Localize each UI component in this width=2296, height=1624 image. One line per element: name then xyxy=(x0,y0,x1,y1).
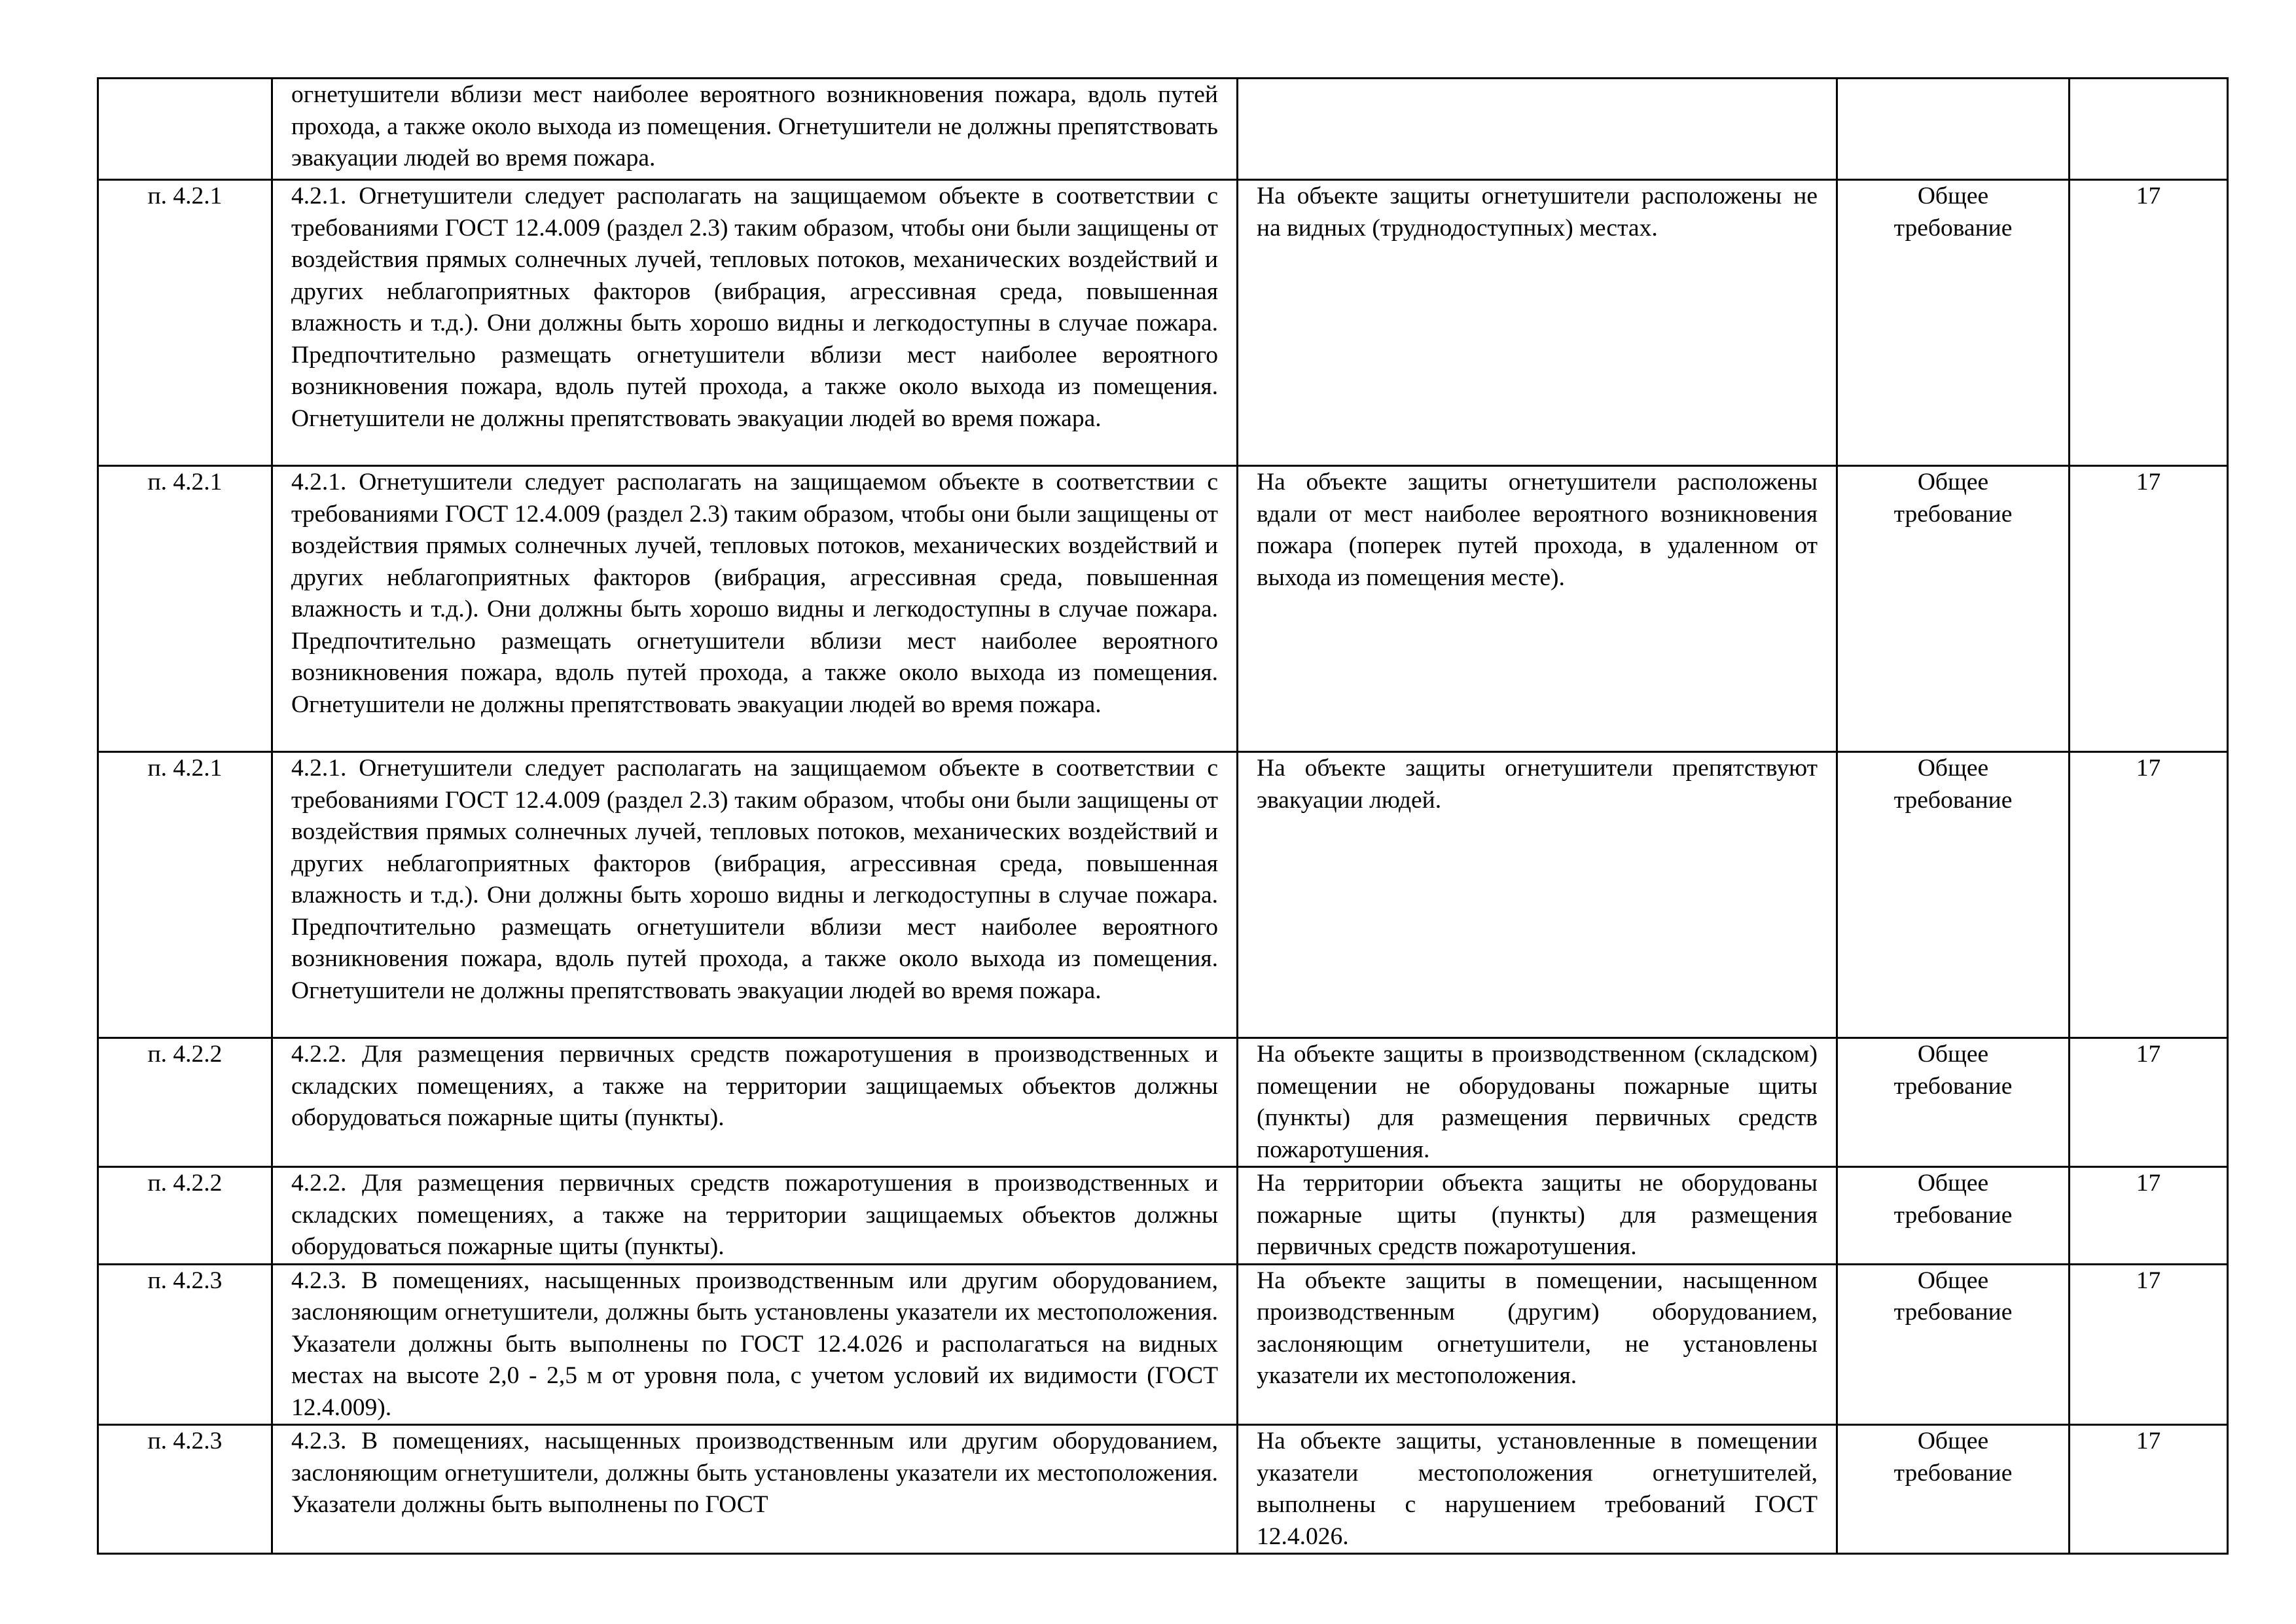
penalty-count: 17 xyxy=(2070,1167,2228,1265)
penalty-count: 17 xyxy=(2070,752,2228,1038)
table-row xyxy=(98,1038,2228,1167)
requirement-text: 4.2.1. Огнетушители следует располагать на защищаемом объекте в соответствии с требованиями ГОСТ 12.4.009 (раздел 2.3) таким образом, чтобы они были защищены от воздействия прямых солнечных лучей, тепловых потоков, механических воздействий и других неблагоприятных факторов (вибрация, агрессивная среда, повышенная влажность и т.д.). Они должны быть хорошо видны и легкодоступны в случае пожара. Предпочтительно размещать огнетушители вблизи мест наиболее вероятного возникновения пожара, вдоль путей прохода, а также около выхода из помещения. Огнетушители не должны препятствовать эвакуации людей во время пожара. xyxy=(272,466,1238,752)
table-row xyxy=(98,1167,2228,1265)
norm-reference: п. 4.2.2 xyxy=(98,1038,272,1167)
norm-reference: п. 4.2.1 xyxy=(98,180,272,466)
violation-text: На объекте защиты в помещении, насыщенном производственным (другим) оборудованием, заслоняющим огнетушители, не установлены указатели их местоположения. xyxy=(1238,1264,1837,1425)
requirement-text: 4.2.1. Огнетушители следует располагать на защищаемом объекте в соответствии с требованиями ГОСТ 12.4.009 (раздел 2.3) таким образом, чтобы они были защищены от воздействия прямых солнечных лучей, тепловых потоков, механических воздействий и других неблагоприятных факторов (вибрация, агрессивная среда, повышенная влажность и т.д.). Они должны быть хорошо видны и легкодоступны в случае пожара. Предпочтительно размещать огнетушители вблизи мест наиболее вероятного возникновения пожара, вдоль путей прохода, а также около выхода из помещения. Огнетушители не должны препятствовать эвакуации людей во время пожара. xyxy=(272,180,1238,466)
requirement-text: 4.2.3. В помещениях, насыщенных производственным или другим оборудованием, заслоняющим огнетушители, должны быть установлены указатели их местоположения. Указатели должны быть выполнены по ГОСТ 12.4.026 и располагаться на видных местах на высоте 2,0 - 2,5 м от уровня пола, с учетом условий их видимости (ГОСТ 12.4.009). xyxy=(272,1264,1238,1425)
norm-reference: п. 4.2.1 xyxy=(98,466,272,752)
penalty-count: 17 xyxy=(2070,1264,2228,1425)
penalty-count: 17 xyxy=(2070,1425,2228,1554)
violation-text: На территории объекта защиты не оборудованы пожарные щиты (пункты) для размещения первичных средств пожаротушения. xyxy=(1238,1167,1837,1265)
requirement-text: 4.2.1. Огнетушители следует располагать на защищаемом объекте в соответствии с требованиями ГОСТ 12.4.009 (раздел 2.3) таким образом, чтобы они были защищены от воздействия прямых солнечных лучей, тепловых потоков, механических воздействий и других неблагоприятных факторов (вибрация, агрессивная среда, повышенная влажность и т.д.). Они должны быть хорошо видны и легкодоступны в случае пожара. Предпочтительно размещать огнетушители вблизи мест наиболее вероятного возникновения пожара, вдоль путей прохода, а также около выхода из помещения. Огнетушители не должны препятствовать эвакуации людей во время пожара. xyxy=(272,752,1238,1038)
violation-text: На объекте защиты огнетушители расположены не на видных (труднодоступных) местах. xyxy=(1238,180,1837,466)
requirement-kind: Общее требование xyxy=(1837,1425,2070,1554)
requirement-text: 4.2.2. Для размещения первичных средств пожаротушения в производственных и складских помещениях, а также на территории защищаемых объектов должны оборудоваться пожарные щиты (пункты). xyxy=(272,1038,1238,1167)
norm-reference: п. 4.2.3 xyxy=(98,1425,272,1554)
violation-text: На объекте защиты, установленные в помещении указатели местоположения огнетушителей, выполнены с нарушением требований ГОСТ 12.4.026. xyxy=(1238,1425,1837,1554)
norm-reference: п. 4.2.1 xyxy=(98,752,272,1038)
table-row xyxy=(98,1264,2228,1425)
requirement-kind: Общее требование xyxy=(1837,180,2070,466)
requirement-text: 4.2.2. Для размещения первичных средств пожаротушения в производственных и складских помещениях, а также на территории защищаемых объектов должны оборудоваться пожарные щиты (пункты). xyxy=(272,1167,1238,1265)
violation-text: На объекте защиты огнетушители препятствуют эвакуации людей. xyxy=(1238,752,1837,1038)
requirement-text: огнетушители вблизи мест наиболее вероятного возникновения пожара, вдоль путей прохода, а также около выхода из помещения. Огнетушители не должны препятствовать эвакуации людей во время пожара. xyxy=(272,79,1238,180)
requirement-kind: Общее требование xyxy=(1837,1167,2070,1265)
requirements-table xyxy=(97,77,2229,1555)
norm-reference: п. 4.2.3 xyxy=(98,1264,272,1425)
requirement-kind: Общее требование xyxy=(1837,1038,2070,1167)
table-row xyxy=(98,1425,2228,1554)
penalty-count: 17 xyxy=(2070,1038,2228,1167)
penalty-count: 17 xyxy=(2070,466,2228,752)
table-row xyxy=(98,180,2228,466)
requirement-kind: Общее требование xyxy=(1837,466,2070,752)
requirement-kind: Общее требование xyxy=(1837,1264,2070,1425)
penalty-count xyxy=(2070,79,2228,180)
requirement-kind: Общее требование xyxy=(1837,752,2070,1038)
table-row xyxy=(98,79,2228,180)
norm-reference: п. 4.2.2 xyxy=(98,1167,272,1265)
violation-text: На объекте защиты в производственном (складском) помещении не оборудованы пожарные щиты (пункты) для размещения первичных средств пожаротушения. xyxy=(1238,1038,1837,1167)
table-row xyxy=(98,752,2228,1038)
violation-text xyxy=(1238,79,1837,180)
table-body xyxy=(98,79,2228,1554)
norm-reference xyxy=(98,79,272,180)
violation-text: На объекте защиты огнетушители расположены вдали от мест наиболее вероятного возникновения пожара (поперек путей прохода, в удаленном от выхода из помещения месте). xyxy=(1238,466,1837,752)
requirement-text: 4.2.3. В помещениях, насыщенных производственным или другим оборудованием, заслоняющим огнетушители, должны быть установлены указатели их местоположения. Указатели должны быть выполнены по ГОСТ xyxy=(272,1425,1238,1554)
penalty-count: 17 xyxy=(2070,180,2228,466)
requirement-kind xyxy=(1837,79,2070,180)
table-row xyxy=(98,466,2228,752)
